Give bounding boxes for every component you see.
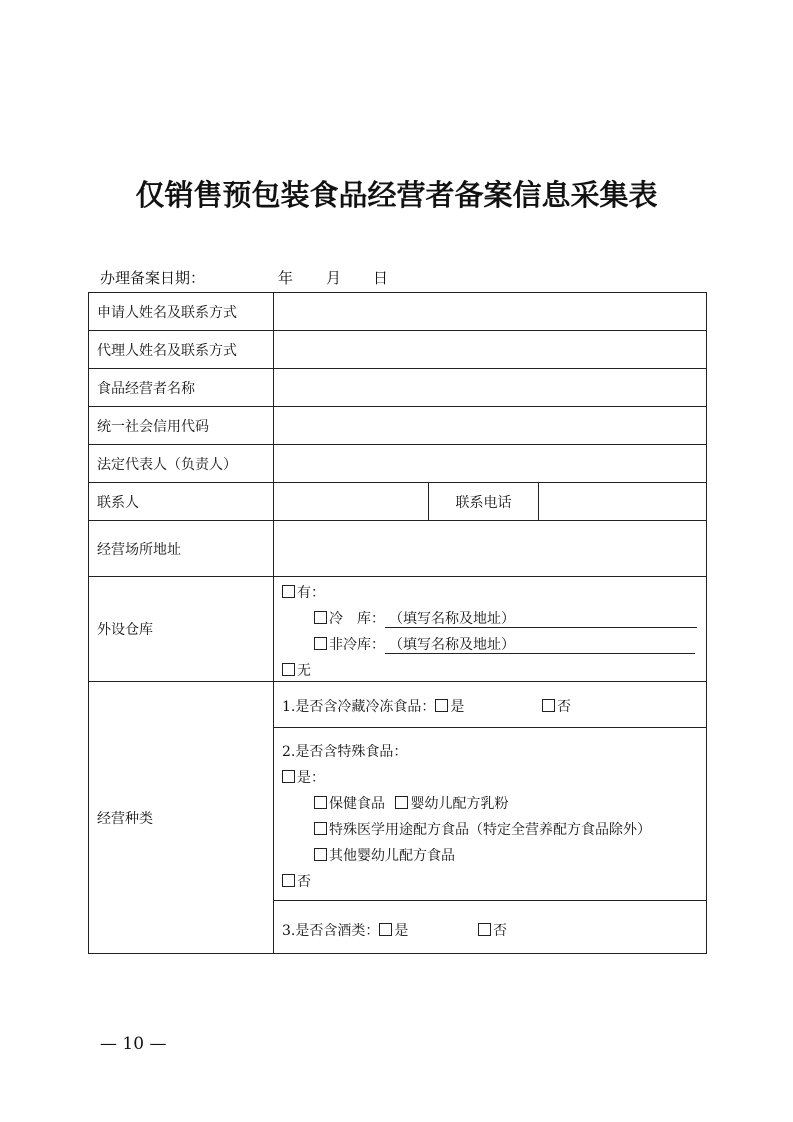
special-food-yes-option [282,767,325,787]
other-infant-food-label: 其他婴幼儿配方食品 [329,848,455,864]
page-number: — 10 — [100,1034,167,1054]
applicant-field[interactable] [274,293,707,331]
credit-code-label: 统一社会信用代码 [89,407,274,445]
category-row [89,682,707,954]
medical-food-option [314,819,651,839]
special-food-no-label: 否 [297,874,311,890]
cold-food-question-line [282,696,464,716]
special-food-yes-checkbox[interactable] [282,770,295,783]
alcohol-yes-checkbox[interactable] [379,923,392,936]
alcohol-no-label: 否 [493,923,507,939]
cold-storage-fill-field[interactable]: （填写名称及地址） [385,611,697,628]
medical-food-label: 特殊医学用途配方食品（特定全营养配方食品除外） [329,822,651,838]
credit-code-row [89,407,707,445]
alcohol-question-text: 3.是否含酒类： [282,923,380,939]
filing-form-table [88,292,707,954]
legal-rep-row [89,445,707,483]
health-food-checkbox[interactable] [314,796,327,809]
address-label: 经营场所地址 [89,521,274,577]
warehouse-label: 外设仓库 [89,577,274,682]
cold-food-no-option [542,696,571,716]
non-cold-storage-fill-field[interactable]: （填写名称及地址） [385,637,695,654]
address-row [89,521,707,577]
cold-food-no-checkbox[interactable] [542,699,555,712]
filing-date-day: 日 [373,269,389,287]
cold-storage-checkbox[interactable] [314,611,327,624]
operator-name-label: 食品经营者名称 [89,369,274,407]
infant-formula-label: 婴幼儿配方乳粉 [410,796,509,812]
warehouse-options [274,577,707,682]
address-field[interactable] [274,521,707,577]
cold-food-yes-checkbox[interactable] [435,699,448,712]
warehouse-no-option [282,660,311,680]
cold-food-question-text: 1.是否含冷藏冷冻食品： [282,699,436,715]
applicant-label: 申请人姓名及联系方式 [89,293,274,331]
alcohol-yes-label: 是 [394,923,409,939]
agent-field[interactable] [274,331,707,369]
cold-food-yes-label: 是 [450,699,465,715]
cold-storage-option [314,608,697,628]
special-food-question-text: 2.是否含特殊食品： [282,744,408,760]
legal-rep-label: 法定代表人（负责人） [89,445,274,483]
non-cold-storage-option [314,634,695,654]
medical-food-checkbox[interactable] [314,822,327,835]
warehouse-no-checkbox[interactable] [282,663,295,676]
health-food-label: 保健食品 [329,796,385,812]
operator-name-field[interactable] [274,369,707,407]
applicant-row [89,293,707,331]
cold-storage-label: 冷 库： [329,611,385,627]
alcohol-question-line [282,920,408,940]
legal-rep-field[interactable] [274,445,707,483]
warehouse-yes-label: 有： [297,585,325,601]
cold-food-no-label: 否 [557,699,571,715]
filing-date-year: 年 [278,269,294,287]
form-title: 仅销售预包装食品经营者备案信息采集表 [135,178,658,212]
infant-formula-checkbox[interactable] [395,796,408,809]
operator-name-row [89,369,707,407]
filing-date-label: 办理备案日期： [100,269,206,287]
special-food-yes-label: 是： [297,770,325,786]
contact-phone-label: 联系电话 [429,483,539,521]
warehouse-no-label: 无 [297,663,311,679]
contact-phone-field[interactable] [539,483,707,521]
filing-date-month: 月 [326,269,342,287]
contact-field[interactable] [274,483,429,521]
category-label: 经营种类 [89,682,274,954]
cold-food-question [274,682,706,728]
credit-code-field[interactable] [274,407,707,445]
other-infant-food-option [314,845,455,865]
warehouse-row [89,577,707,682]
category-options [274,682,707,954]
health-food-option [314,793,508,813]
agent-row [89,331,707,369]
special-food-question [274,728,706,901]
special-food-no-option [282,871,311,891]
contact-row [89,483,707,521]
special-food-no-checkbox[interactable] [282,874,295,887]
alcohol-no-option [478,920,507,940]
non-cold-storage-label: 非冷库： [329,637,385,653]
agent-label: 代理人姓名及联系方式 [89,331,274,369]
other-infant-food-checkbox[interactable] [314,848,327,861]
alcohol-no-checkbox[interactable] [478,923,491,936]
non-cold-storage-checkbox[interactable] [314,637,327,650]
alcohol-question [274,901,706,953]
contact-label: 联系人 [89,483,274,521]
warehouse-yes-checkbox[interactable] [282,585,295,598]
warehouse-yes-option [282,582,325,602]
